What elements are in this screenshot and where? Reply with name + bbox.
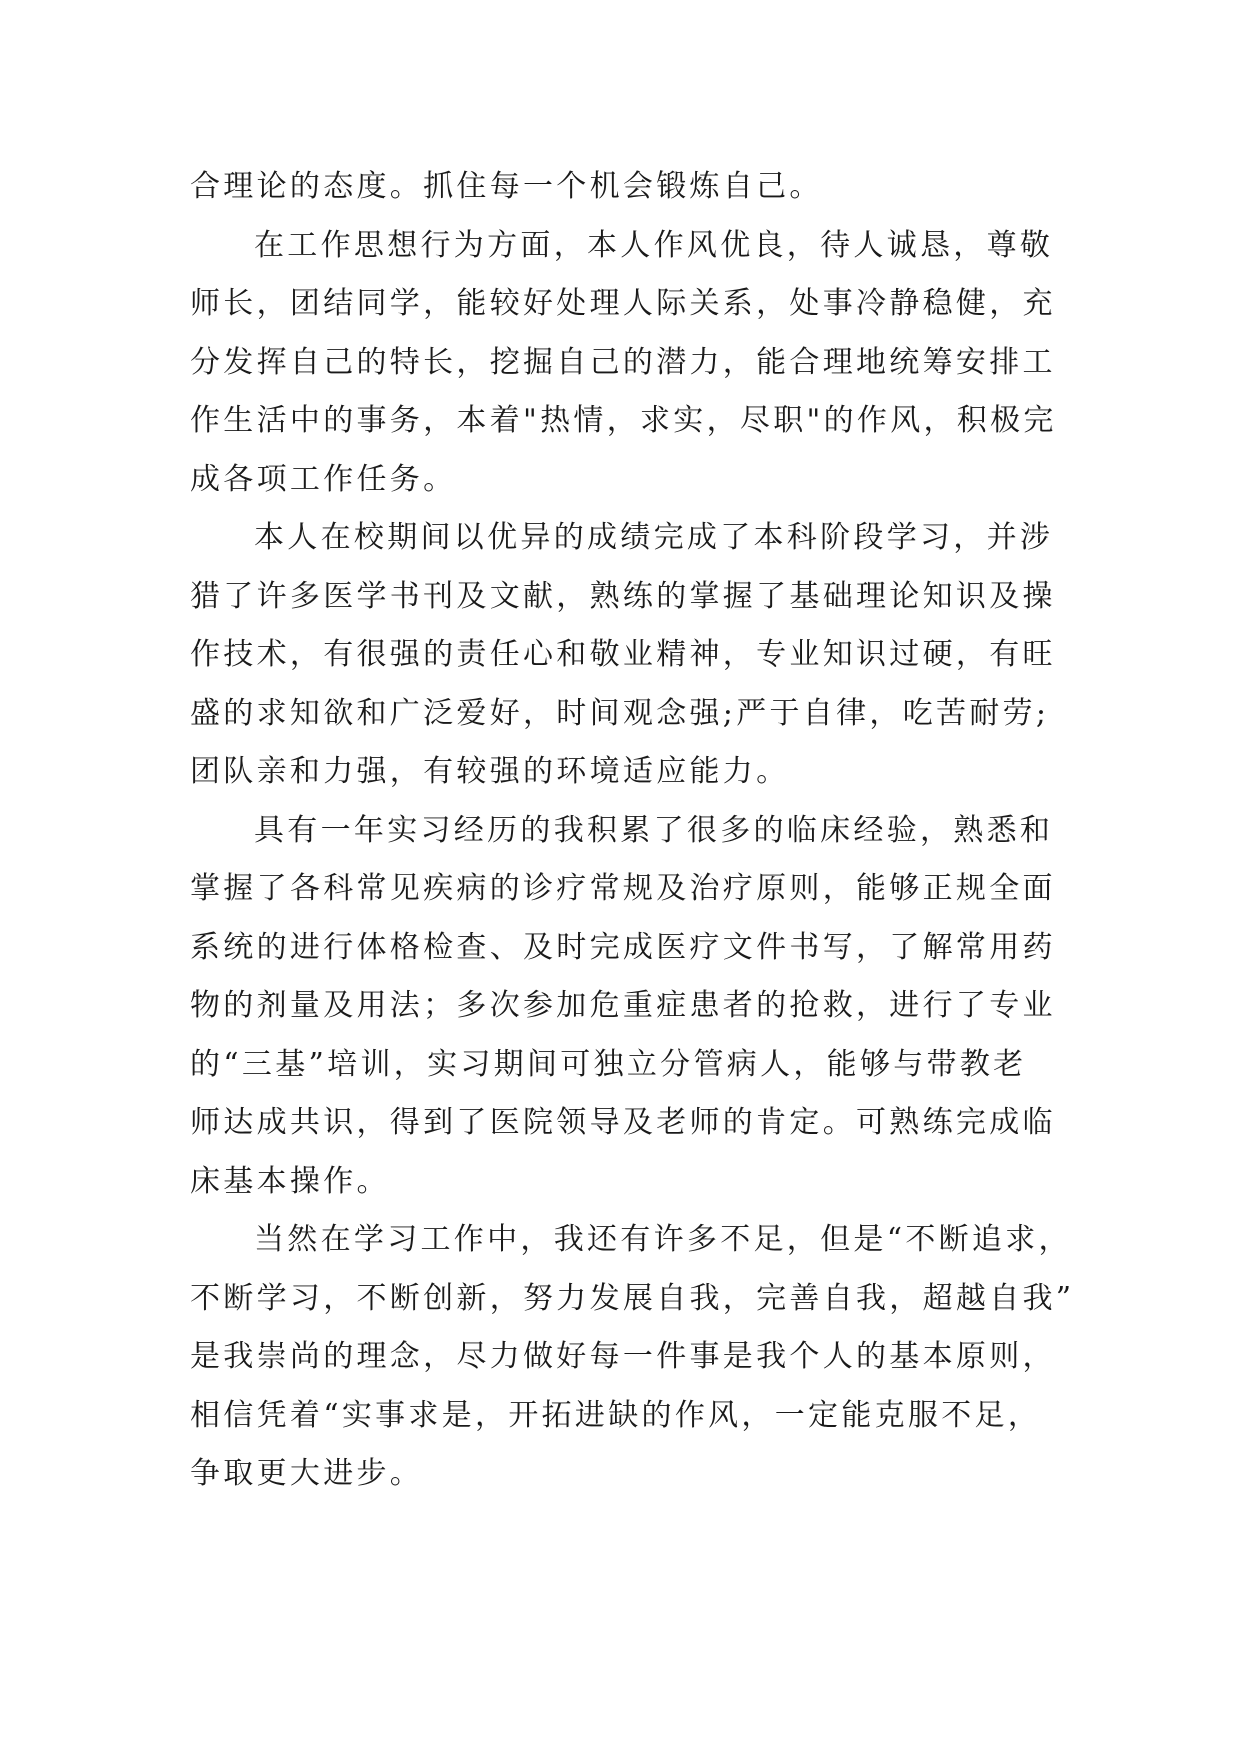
text-line: 的“三基”培训，实习期间可独立分管病人，能够与带教老 xyxy=(190,1046,1027,1082)
text-line: 师达成共识，得到了医院领导及老师的肯定。可熟练完成临 xyxy=(190,1105,1056,1140)
text-line: 猎了许多医学书刊及文献，熟练的掌握了基础理论知识及操 xyxy=(190,578,1056,614)
text-line: 不断学习，不断创新，努力发展自我，完善自我，超越自我” xyxy=(190,1280,1075,1316)
text-line: 系统的进行体格检查、及时完成医疗文件书写，了解常用药 xyxy=(190,929,1056,965)
text-line: 成各项工作任务。 xyxy=(190,461,457,497)
paragraph-4 xyxy=(190,802,1056,1212)
text-line: 相信凭着“实事求是，开拓进缺的作风，一定能克服不足， xyxy=(190,1397,1042,1433)
text-line: 本人在校期间以优异的成绩完成了本科阶段学习，并涉 xyxy=(254,520,1054,555)
text-line: 当然在学习工作中，我还有许多不足，但是“不断追求， xyxy=(254,1222,1072,1257)
text-line: 是我崇尚的理念，尽力做好每一件事是我个人的基本原则， xyxy=(190,1339,1056,1374)
text-line: 合理论的态度。抓住每一个机会锻炼自己。 xyxy=(190,169,823,204)
text-line: 分发挥自己的特长，挖掘自己的潜力，能合理地统筹安排工 xyxy=(190,344,1056,380)
paragraph-2 xyxy=(190,217,1057,510)
text-line: 床基本操作。 xyxy=(190,1163,390,1199)
text-line: 在工作思想行为方面，本人作风优良，待人诚恳，尊敬 xyxy=(254,227,1054,263)
document-body xyxy=(190,158,1075,1504)
text-line: 盛的求知欲和广泛爱好，时间观念强;严于自律，吃苦耐劳; xyxy=(190,695,1050,731)
paragraph-3 xyxy=(190,509,1056,802)
text-line: 掌握了各科常见疾病的诊疗常规及治疗原则，能够正规全面 xyxy=(190,871,1056,906)
text-line: 作技术，有很强的责任心和敬业精神，专业知识过硬，有旺 xyxy=(190,637,1056,672)
text-line: 团队亲和力强，有较强的环境适应能力。 xyxy=(190,754,790,789)
text-line: 师长，团结同学，能较好处理人际关系，处事冷静稳健，充 xyxy=(190,286,1056,321)
text-line: 物的剂量及用法；多次参加危重症患者的抢救，进行了专业 xyxy=(190,988,1056,1023)
text-line: 具有一年实习经历的我积累了很多的临床经验，熟悉和 xyxy=(254,812,1054,848)
text-line: 争取更大进步。 xyxy=(190,1456,424,1491)
text-line: 作生活中的事务，本着"热情，求实，尽职"的作风，积极完 xyxy=(190,403,1057,438)
paragraph-1 xyxy=(190,158,1052,217)
paragraph-5 xyxy=(190,1211,1075,1504)
